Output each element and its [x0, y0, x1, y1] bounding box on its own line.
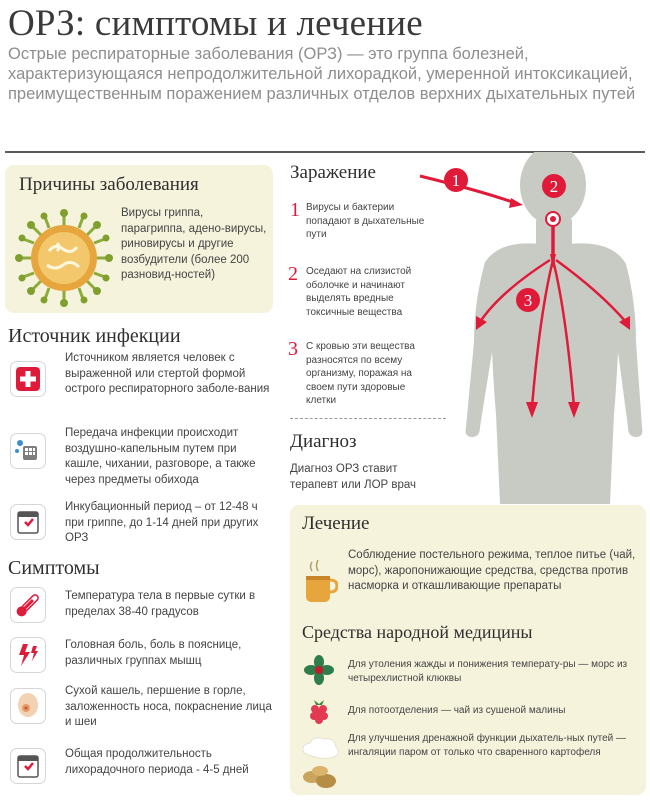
source-item-text: Инкубационный период – от 12-48 ч при гриппе, до 1-14 дней при других ОРЗ	[65, 501, 259, 544]
diagnosis-heading: Диагноз	[290, 431, 357, 452]
body-marker-label: 2	[549, 177, 559, 196]
symptom-item-text: Головная боль, боль в пояснице, различных группах мышц	[65, 639, 242, 667]
cranberry-icon	[304, 655, 334, 685]
section-divider	[290, 418, 446, 419]
step-number: 2	[288, 263, 298, 285]
treatment-panel	[290, 505, 646, 795]
symptoms-heading: Симптомы	[8, 557, 100, 579]
body-marker-label: 3	[523, 291, 533, 310]
potato-steam-icon	[298, 737, 342, 791]
diagnosis-text: Диагноз ОРЗ ставит терапевт или ЛОР врач	[290, 463, 417, 491]
calendar-icon	[10, 504, 46, 540]
source-item-text: Передача инфекции происходит воздушно-капельным путем при кашле, чихании, разговоре, а также через предметы обихода	[65, 427, 256, 486]
treatment-text: Соблюдение постельного режима, теплое питье (чай, морс), жаропонижающие средства, средства против насморка и откашливающие препараты	[348, 549, 636, 592]
symptom-item-text: Сухой кашель, першение в горле, заложенность носа, покраснение лица и шеи	[65, 685, 272, 728]
source-item-text: Источником является человек с выраженной или стертой формой острого респираторного заболе-вания	[65, 352, 270, 395]
thermometer-icon	[10, 587, 46, 623]
infection-heading: Заражение	[290, 162, 376, 183]
calendar-icon	[10, 748, 46, 784]
folk-item-text: Для улучшения дренажной функции дыхатель-ных путей — ингаляции паром от только что сваренного картофеля	[348, 733, 627, 758]
first-aid-icon	[10, 361, 46, 397]
infection-step-text: Оседают на слизистой оболочке и начинают выделять вредные токсичные вещества	[306, 266, 412, 318]
step-number: 3	[288, 338, 298, 360]
treatment-heading: Лечение	[302, 513, 370, 534]
step-number: 1	[290, 199, 300, 221]
infection-step-text: Вирусы и бактерии попадают в дыхательные пути	[306, 202, 425, 240]
folk-item-text: Для потоотделения — чай из сушеной малины	[348, 705, 566, 716]
source-heading: Источник инфекции	[8, 325, 181, 347]
symptom-item-text: Температура тела в первые сутки в пределах 38-40 градусов	[65, 590, 256, 618]
page-title: ОРЗ: симптомы и лечение	[8, 3, 423, 44]
folk-item-text: Для утоления жажды и понижения температу-ры — морс из четырехлистной клюквы	[348, 659, 628, 684]
folk-heading: Средства народной медицины	[302, 622, 533, 642]
causes-panel	[5, 165, 273, 313]
intro-text: Острые респираторные заболевания (ОРЗ) — это группа болезней, характеризующаяся непродолжительной лихорадкой, умеренной интоксикацией, преимущественным поражением различных отделов верхних дыхательных путей	[8, 45, 636, 103]
pain-bolt-icon	[10, 637, 46, 673]
throat-icon	[10, 688, 46, 724]
body-marker-label: 1	[451, 171, 461, 190]
tea-cup-icon	[302, 560, 338, 604]
sneeze-droplets-icon	[10, 433, 46, 469]
causes-text: Вирусы гриппа, парагриппа, адено-вирусы, риновирусы и другие возбудители (более 200 разновид-ностей)	[121, 207, 267, 281]
causes-heading: Причины заболевания	[19, 174, 199, 195]
infection-step-text: С кровью эти вещества разносятся по всему организму, поражая на своем пути здоровые клетки	[306, 341, 415, 406]
raspberry-icon	[306, 697, 332, 725]
symptom-item-text: Общая продолжительность лихорадочного периода - 4-5 дней	[65, 748, 249, 776]
virus-icon	[15, 209, 113, 307]
